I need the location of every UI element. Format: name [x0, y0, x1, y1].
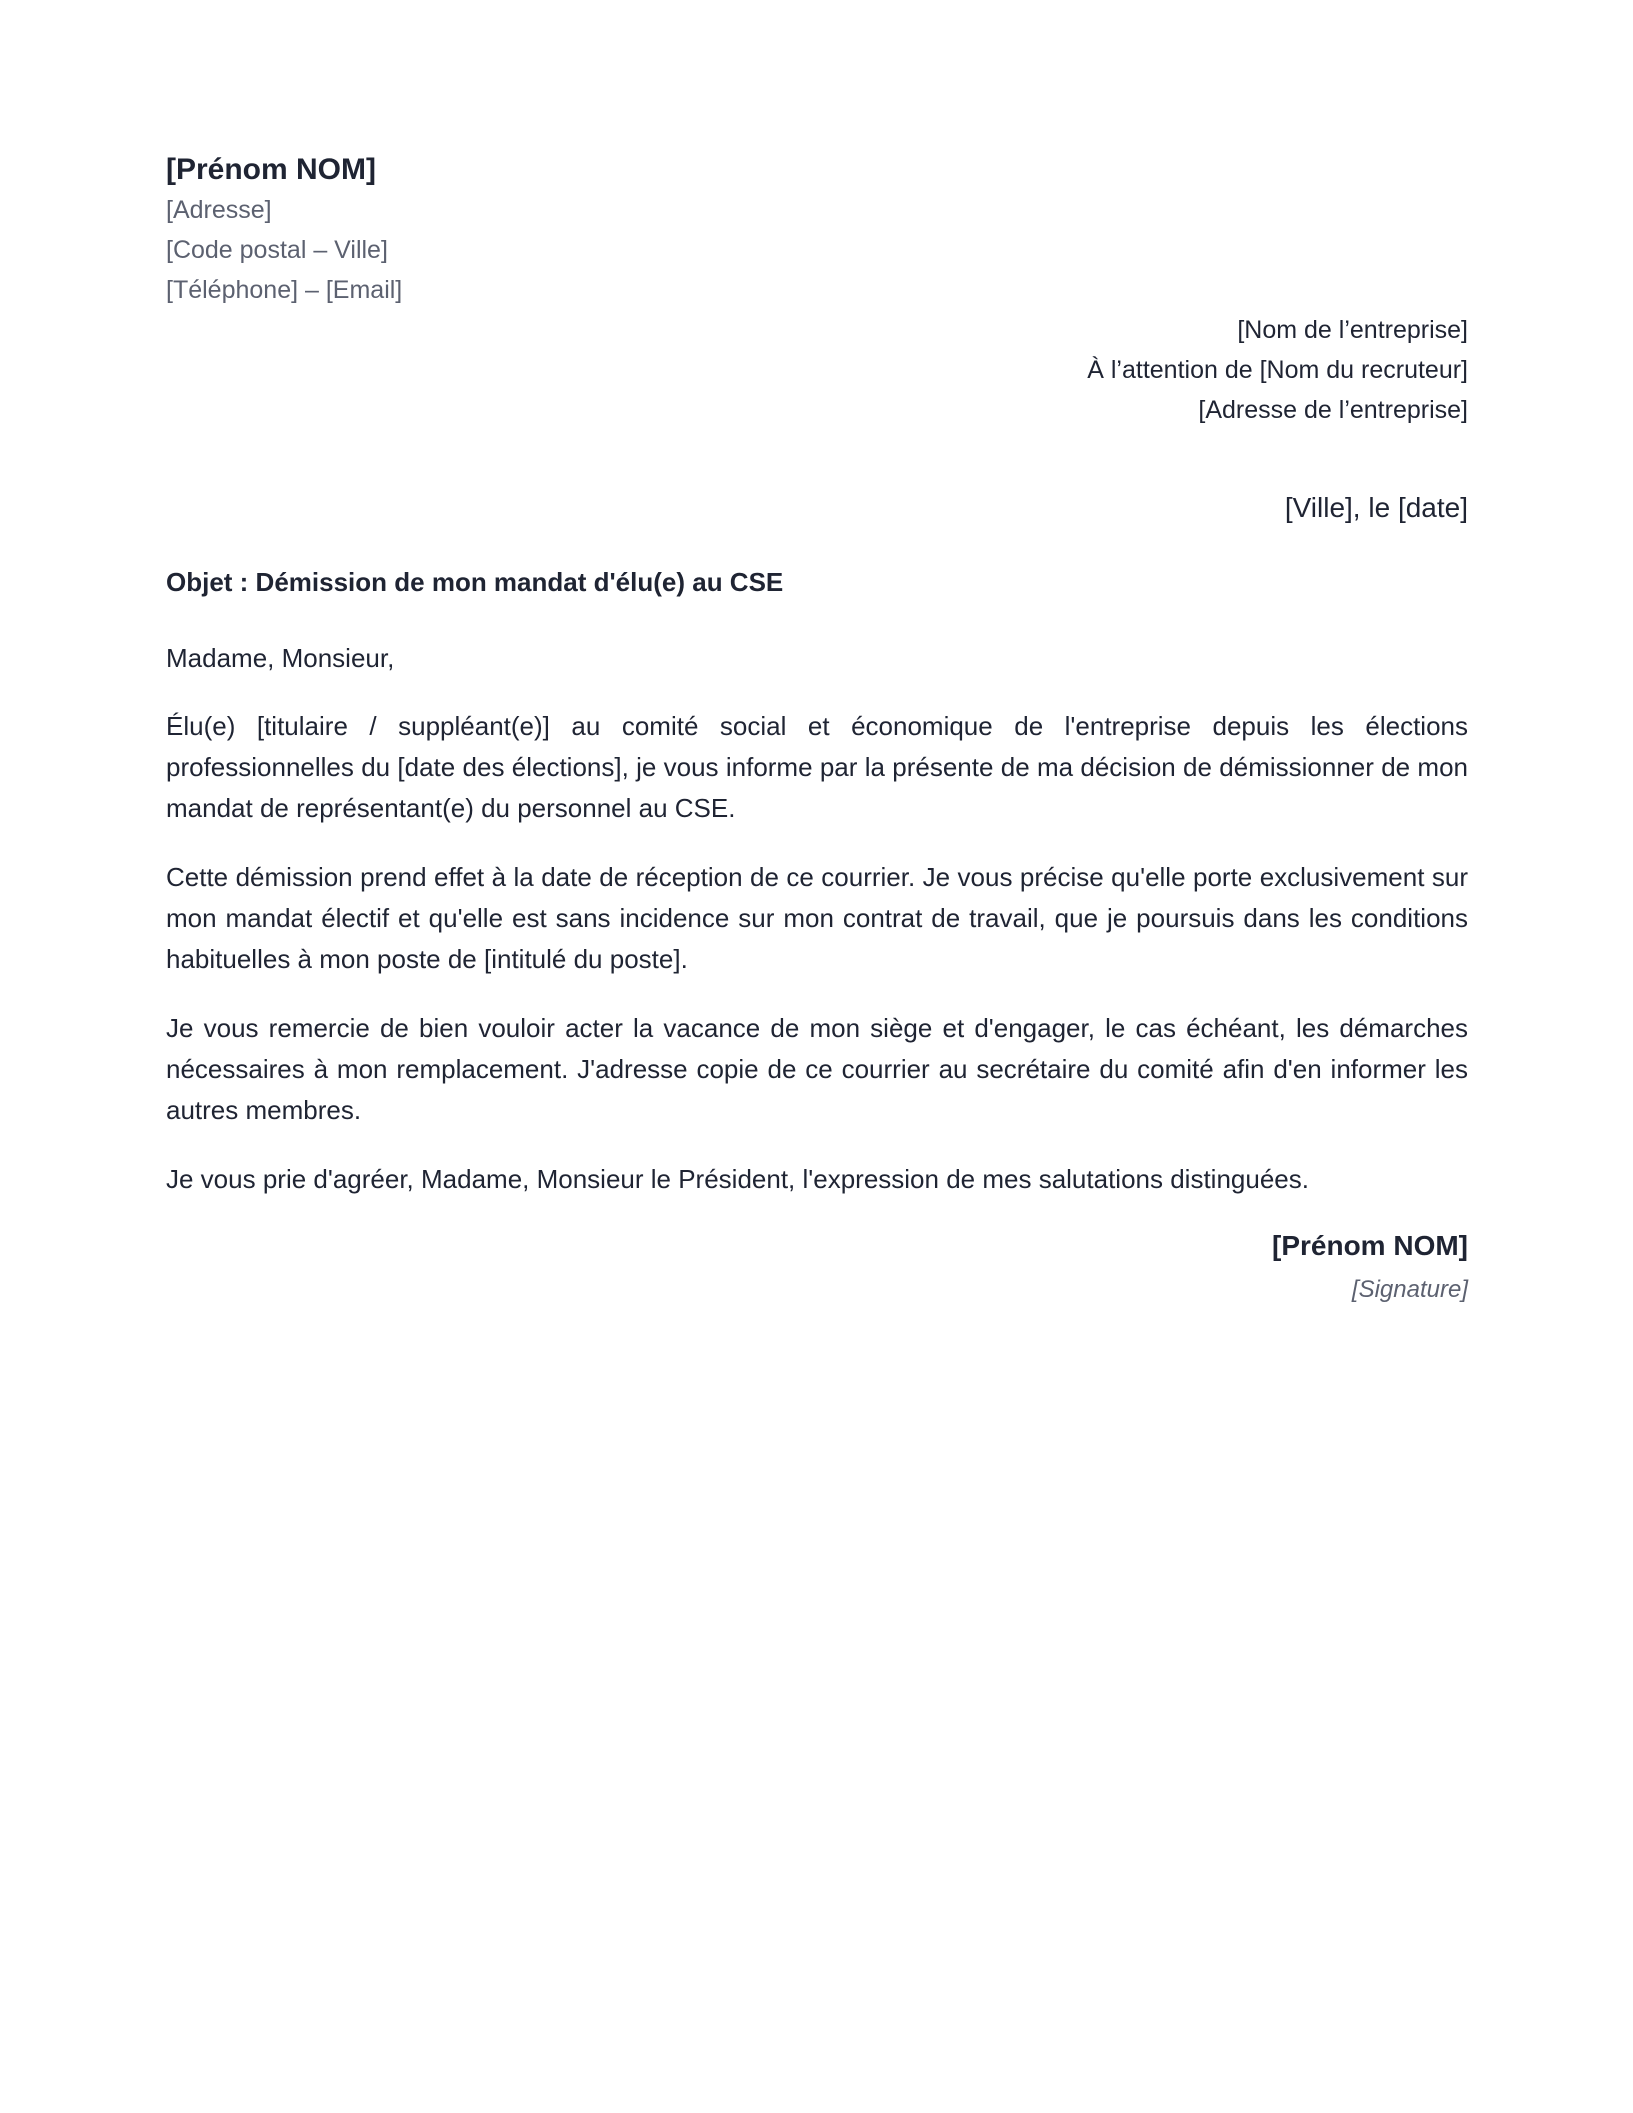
sender-block: [166, 150, 1468, 310]
subject-line: Objet : Démission de mon mandat d'élu(e) au CSE: [166, 567, 784, 597]
sender-postal-city: [Code postal – Ville]: [166, 236, 388, 264]
signature-name: [Prénom NOM]: [1272, 1230, 1468, 1261]
body-paragraph-2: Cette démission prend effet à la date de réception de ce courrier. Je vous précise qu'elle porte exclusivement sur mon mandat électif et qu'elle est sans incidence sur mon contrat de travail, que je poursuis dans les conditions habituelles à mon poste de [intitulé du poste].: [166, 862, 1468, 974]
recipient-company: [Nom de l’entreprise]: [1237, 316, 1468, 344]
body-paragraph-1: Élu(e) [titulaire / suppléant(e)] au comité social et économique de l'entreprise depuis les élections professionnelles du [date des élections], je vous informe par la présente de ma décision de démissionner de mon mandat de représentant(e) du personnel au CSE.: [166, 711, 1468, 823]
body-paragraph-3: Je vous remercie de bien vouloir acter la vacance de mon siège et d'engager, le cas échéant, les démarches nécessaires à mon remplacement. J'adresse copie de ce courrier au secrétaire du comité afin d'en informer les autres membres.: [166, 1013, 1468, 1125]
sender-phone-email: [Téléphone] – [Email]: [166, 276, 403, 304]
date-line: [Ville], le [date]: [1284, 492, 1468, 523]
sender-name: [Prénom NOM]: [166, 153, 376, 186]
letter-page: [166, 150, 1468, 1310]
salutation: Madame, Monsieur,: [166, 643, 395, 673]
recipient-block: [166, 310, 1468, 430]
signature-placeholder: [Signature]: [1351, 1276, 1468, 1303]
recipient-attention: À l’attention de [Nom du recruteur]: [1087, 356, 1468, 384]
sender-address: [Adresse]: [166, 196, 272, 224]
closing-formula: Je vous prie d'agréer, Madame, Monsieur le Président, l'expression de mes salutations distinguées.: [166, 1164, 1309, 1194]
recipient-address: [Adresse de l’entreprise]: [1198, 396, 1468, 424]
